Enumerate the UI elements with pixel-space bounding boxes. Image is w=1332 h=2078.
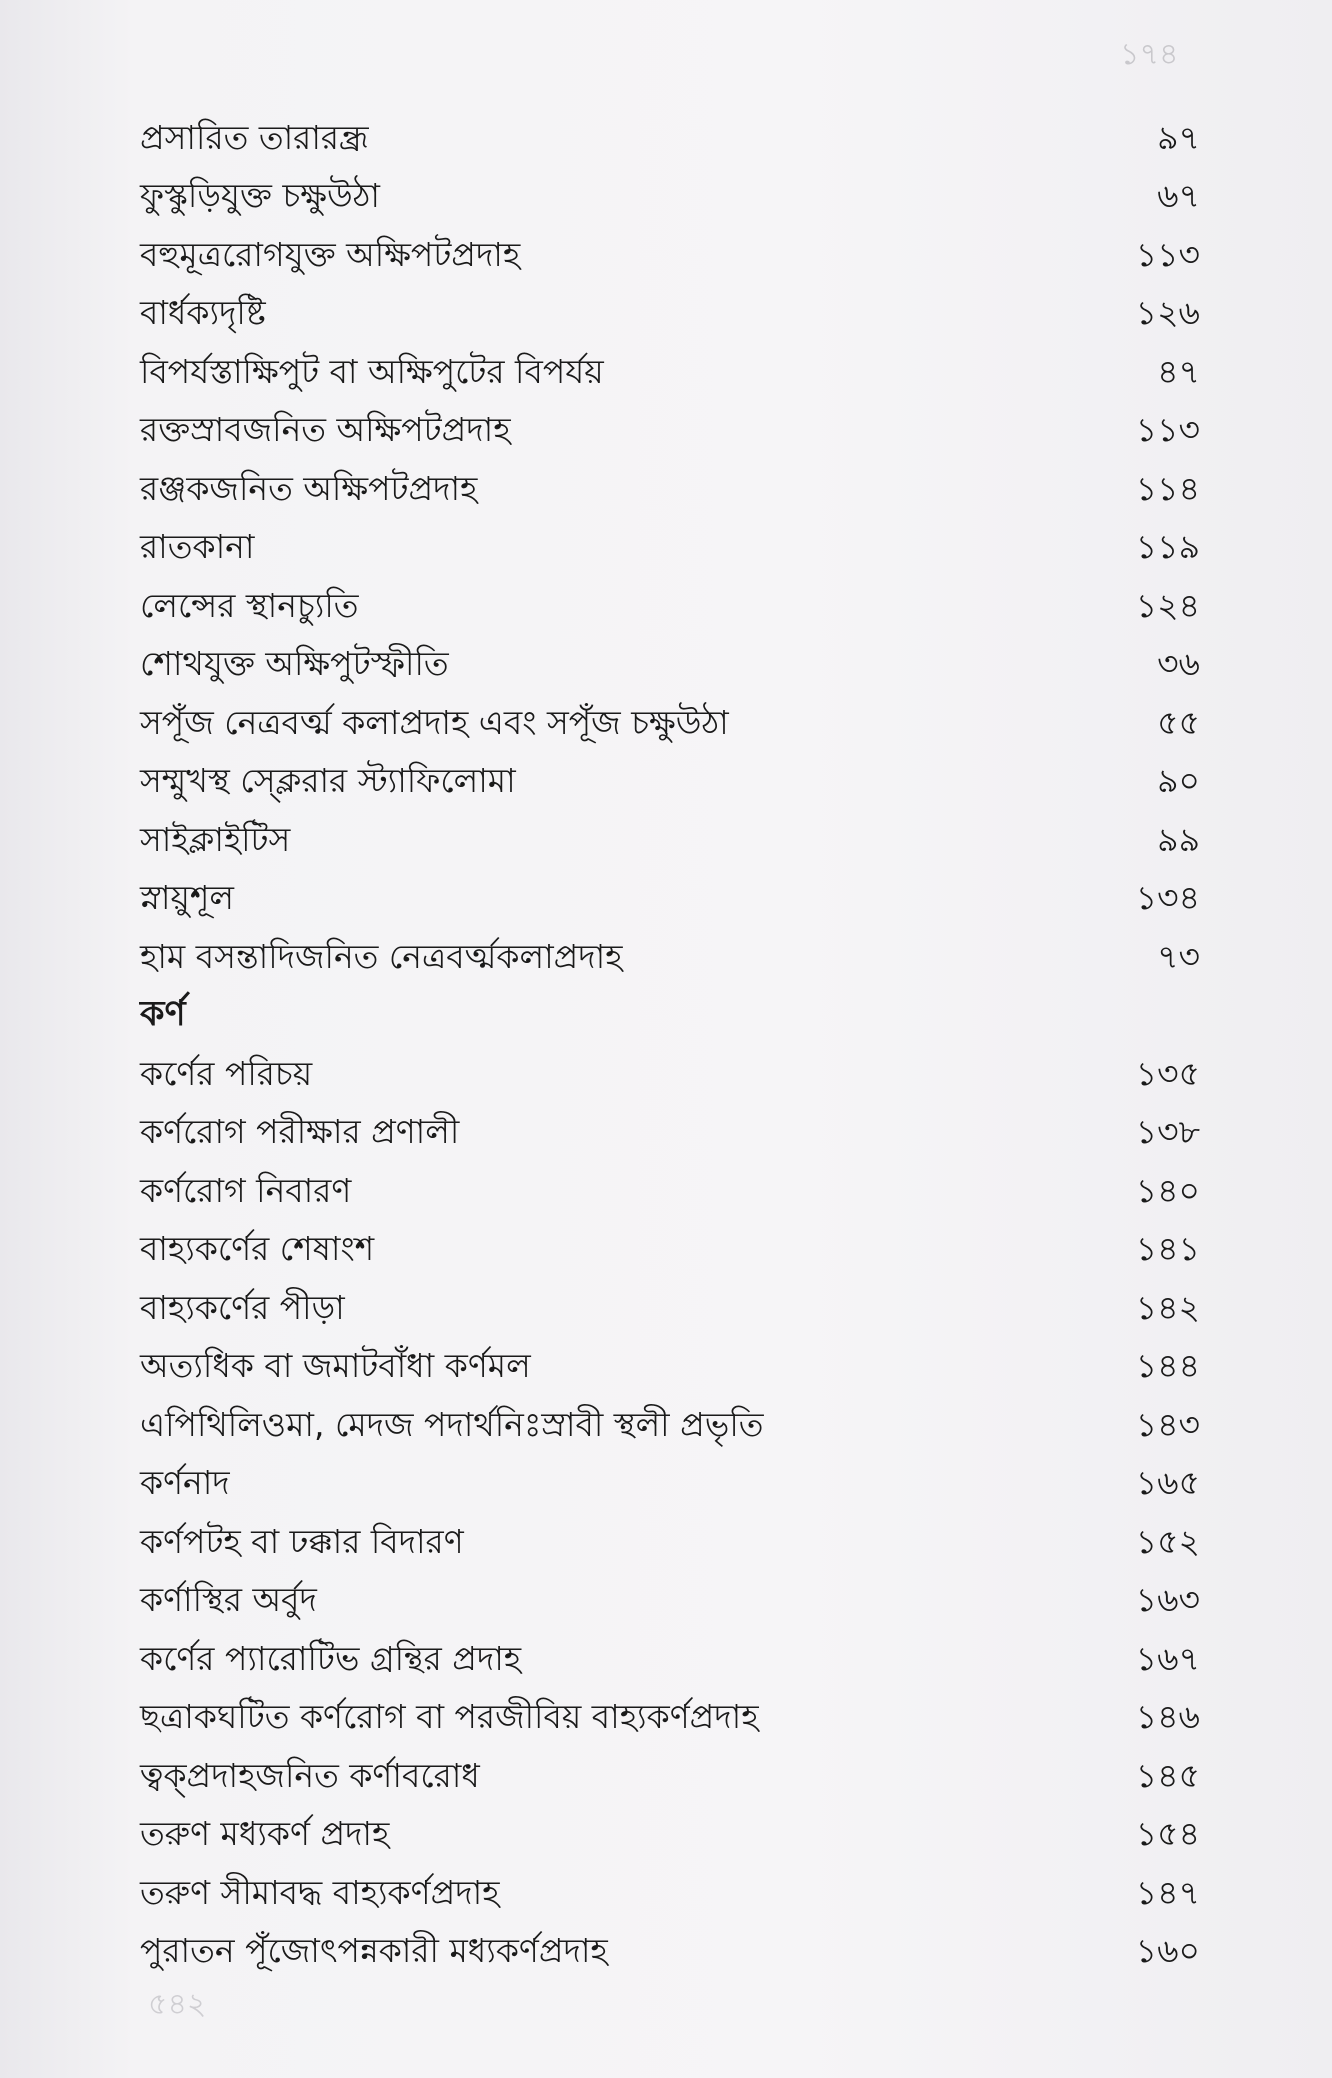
entry-page-number: ১৬০ <box>1135 1931 1200 1971</box>
entry-title: সাইক্লাইটিস <box>140 819 291 859</box>
index-entry <box>140 752 1200 811</box>
index-entry <box>140 225 1200 284</box>
entry-page-number: ১১৩ <box>1135 234 1200 274</box>
entry-title: সপূঁজ নেত্রবর্ত্ম কলাপ্রদাহ এবং সপূঁজ চক্ষুউঠা <box>140 702 729 742</box>
entry-title: প্রসারিত তারারন্ধ্র <box>140 117 369 157</box>
index-entry <box>140 1571 1200 1630</box>
entry-title: ত্বক্‌প্রদাহজনিত কর্ণাবরোধ <box>140 1755 480 1795</box>
entry-page-number: ১২৪ <box>1135 585 1200 625</box>
index-entry <box>140 1044 1200 1103</box>
entry-title: সম্মুখস্থ স্ক্লেরার স্ট্যাফিলোমা <box>140 761 516 801</box>
index-entry <box>140 810 1200 869</box>
entry-page-number: ১৩৫ <box>1135 1053 1200 1093</box>
entry-title: কর্ণরোগ পরীক্ষার প্রণালী <box>140 1112 460 1152</box>
entry-page-number: ১৬৫ <box>1135 1463 1200 1503</box>
index-entry <box>140 167 1200 226</box>
index-entry <box>140 1805 1200 1864</box>
entry-page-number: ১৪১ <box>1135 1229 1200 1269</box>
index-entry <box>140 1922 1200 1981</box>
entry-title: কর্ণাস্থির অর্বুদ <box>140 1580 317 1620</box>
entry-page-number: ১৪৩ <box>1135 1404 1200 1444</box>
entry-title: কর্ণনাদ <box>140 1463 230 1503</box>
entry-title: বহুমূত্ররোগযুক্ত অক্ষিপটপ্রদাহ <box>140 234 521 274</box>
entry-title: তরুণ সীমাবদ্ধ বাহ্যকর্ণপ্রদাহ <box>140 1872 500 1912</box>
entry-page-number: ৯০ <box>1157 761 1200 801</box>
show-through-folio: ১৭৪ <box>1120 37 1179 72</box>
entry-page-number: ১১৯ <box>1135 527 1200 567</box>
entry-title: হাম বসন্তাদিজনিত নেত্রবর্ত্মকলাপ্রদাহ <box>140 936 623 976</box>
entry-page-number: ১৪০ <box>1135 1170 1200 1210</box>
section-heading <box>140 986 1200 1045</box>
index-entry <box>140 1512 1200 1571</box>
entry-page-number: ১৩৮ <box>1135 1112 1200 1152</box>
index-entry <box>140 635 1200 694</box>
entry-page-number: ৪৭ <box>1157 351 1200 391</box>
entry-page-number: ৩৬ <box>1157 644 1200 684</box>
entry-title: স্নায়ুশূল <box>140 878 235 918</box>
index-entry <box>140 1863 1200 1922</box>
entry-title: অত্যধিক বা জমাটবাঁধা কর্ণমল <box>140 1346 531 1386</box>
index-entry <box>140 108 1200 167</box>
entry-title: বাহ্যকর্ণের শেষাংশ <box>140 1229 375 1269</box>
index-entry <box>140 1103 1200 1162</box>
entry-page-number: ১৬৭ <box>1135 1638 1200 1678</box>
index-entry <box>140 284 1200 343</box>
entry-title: বিপর্যস্তাক্ষিপুট বা অক্ষিপুটের বিপর্যয় <box>140 351 604 391</box>
entry-title: ছত্রাকঘটিত কর্ণরোগ বা পরজীবিয় বাহ্যকর্ণপ্রদাহ <box>140 1697 759 1737</box>
entry-title: কর্ণের প্যারোটিভ গ্রন্থির প্রদাহ <box>140 1638 522 1678</box>
entry-page-number: ১৫৪ <box>1135 1814 1200 1854</box>
entry-page-number: ১৩৪ <box>1135 878 1200 918</box>
entry-page-number: ৭৩ <box>1157 936 1200 976</box>
entry-title: রাতকানা <box>140 527 255 567</box>
entry-title: এপিথিলিওমা, মেদজ পদার্থনিঃস্রাবী স্থলী প্রভৃতি <box>140 1404 764 1444</box>
entry-page-number: ১৪৭ <box>1135 1872 1200 1912</box>
index-entry <box>140 869 1200 928</box>
entry-page-number: ১৫২ <box>1135 1521 1200 1561</box>
entry-title: লেন্সের স্থানচ্যুতি <box>140 585 359 625</box>
entry-title: কর্ণের পরিচয় <box>140 1053 313 1093</box>
index-entry <box>140 401 1200 460</box>
index-entry <box>140 1278 1200 1337</box>
page-number: ৫৪২ <box>148 1987 207 2022</box>
entry-page-number: ৫৫ <box>1157 702 1200 742</box>
index-entry <box>140 1746 1200 1805</box>
entry-title: তরুণ মধ্যকর্ণ প্রদাহ <box>140 1814 390 1854</box>
entry-page-number: ১৪৪ <box>1135 1346 1200 1386</box>
entry-title: রঞ্জকজনিত অক্ষিপটপ্রদাহ <box>140 468 478 508</box>
entry-title: ফুস্কুড়িযুক্ত চক্ষুউঠা <box>140 176 380 216</box>
entry-title: শোথযুক্ত অক্ষিপুটস্ফীতি <box>140 644 449 684</box>
index-entry <box>140 518 1200 577</box>
index-entry <box>140 1220 1200 1279</box>
entry-page-number: ৬৭ <box>1157 176 1200 216</box>
index-entry <box>140 693 1200 752</box>
entry-title: বার্ধক্যদৃষ্টি <box>140 293 266 333</box>
entry-title: পুরাতন পূঁজোৎপন্নকারী মধ্যকর্ণপ্রদাহ <box>140 1931 608 1971</box>
index-entry <box>140 1454 1200 1513</box>
entry-page-number: ১১৩ <box>1135 410 1200 450</box>
entry-title: কর্ণরোগ নিবারণ <box>140 1170 352 1210</box>
entry-page-number: ১৬৩ <box>1135 1580 1200 1620</box>
entry-title: কর্ণপটহ বা ঢক্কার বিদারণ <box>140 1521 464 1561</box>
index-entry <box>140 1161 1200 1220</box>
index-entry <box>140 459 1200 518</box>
entry-page-number: ১৪২ <box>1135 1287 1200 1327</box>
index-entry <box>140 927 1200 986</box>
entry-page-number: ৯৯ <box>1157 819 1200 859</box>
index-entry <box>140 1688 1200 1747</box>
index-list <box>140 108 1200 1980</box>
entry-page-number: ৯৭ <box>1157 117 1200 157</box>
entry-title: রক্তস্রাবজনিত অক্ষিপটপ্রদাহ <box>140 410 511 450</box>
entry-page-number: ১১৪ <box>1135 468 1200 508</box>
entry-title: কর্ণ <box>140 994 186 1035</box>
index-entry <box>140 1337 1200 1396</box>
index-entry <box>140 342 1200 401</box>
index-entry <box>140 576 1200 635</box>
index-entry <box>140 1629 1200 1688</box>
entry-page-number: ১৪৫ <box>1135 1755 1200 1795</box>
entry-title: বাহ্যকর্ণের পীড়া <box>140 1287 345 1327</box>
entry-page-number: ১৪৬ <box>1135 1697 1200 1737</box>
entry-page-number: ১২৬ <box>1135 293 1200 333</box>
index-entry <box>140 1395 1200 1454</box>
